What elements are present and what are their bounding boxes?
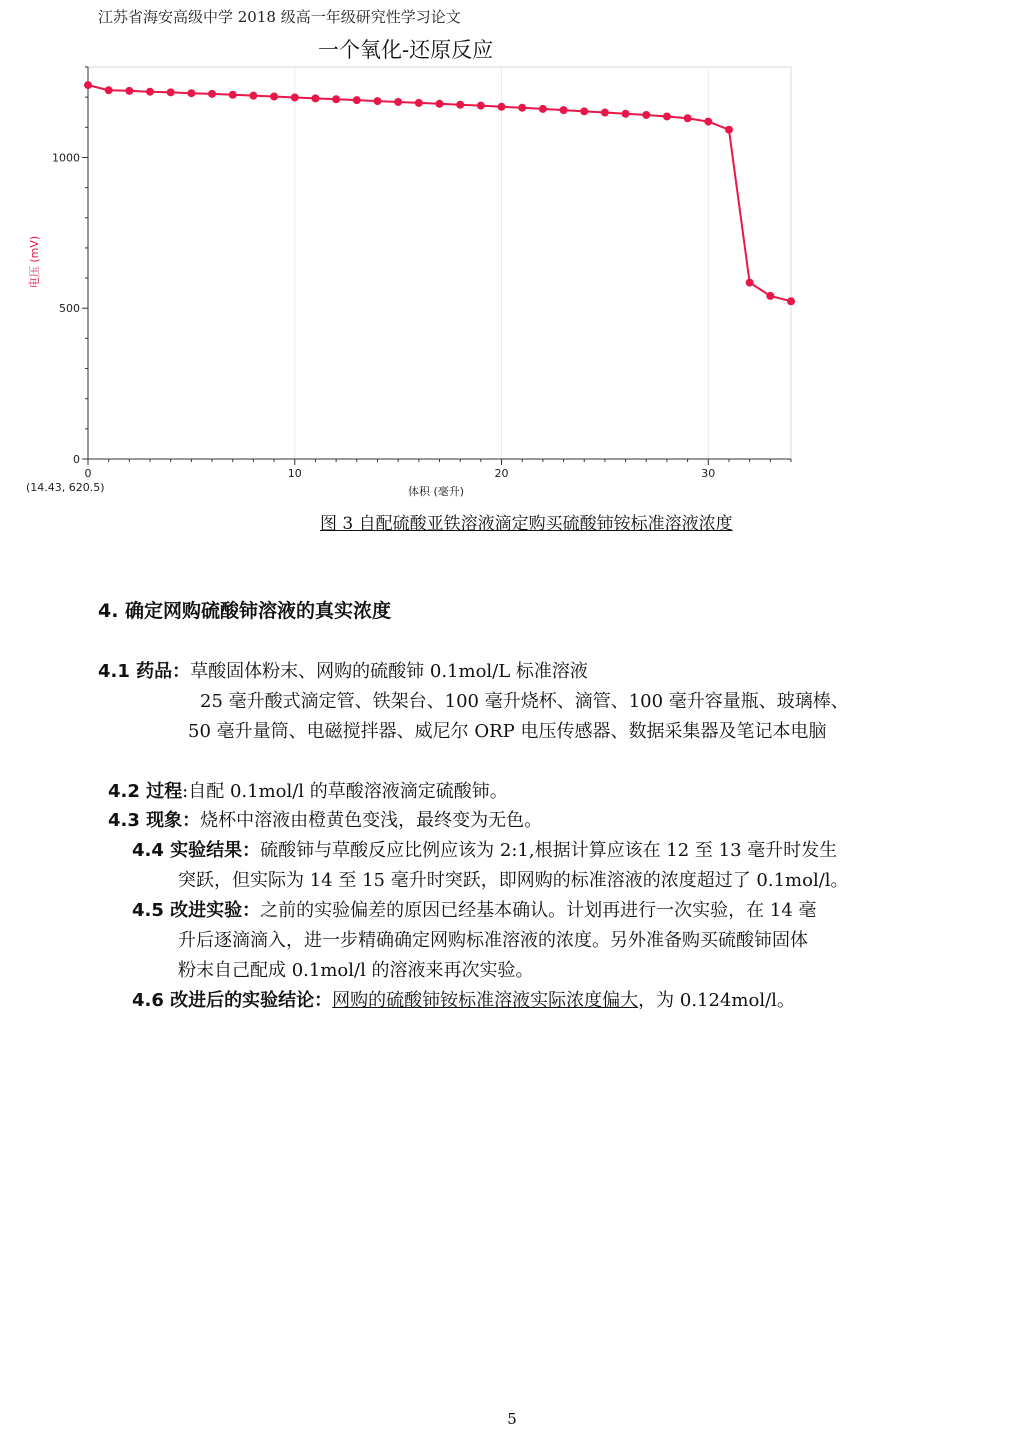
item-4-3-text: 烧杯中溶液由橙黄色变浅，最终变为无色。 xyxy=(200,810,543,831)
data-point xyxy=(187,89,195,97)
y-tick-label-1: 500 xyxy=(59,302,80,316)
data-point xyxy=(125,87,133,95)
item-4-5-line2: 升后逐滴滴入，进一步精确确定网购标准溶液的浓度。另外准备购买硫酸铈固体 xyxy=(178,930,808,951)
item-4-1-text: 草酸固体粉末、网购的硫酸铈 0.1mol/L 标准溶液 xyxy=(190,661,588,682)
data-point xyxy=(601,109,609,117)
data-point xyxy=(746,279,754,287)
item-4-4 xyxy=(132,836,837,862)
data-point xyxy=(518,104,526,112)
chart-title: 一个氧化-还原反应 xyxy=(318,38,494,62)
data-point xyxy=(311,94,319,102)
x-tick-label-3: 30 xyxy=(701,467,716,480)
plot-area-frame xyxy=(88,67,791,459)
data-point xyxy=(167,88,175,96)
data-point xyxy=(498,103,506,111)
x-tick-label-0: 0 xyxy=(84,467,92,480)
item-4-2-label: 4.2 过程 xyxy=(108,781,183,802)
data-point xyxy=(415,99,423,107)
data-point xyxy=(249,92,257,100)
data-point xyxy=(332,95,340,103)
data-point xyxy=(704,118,712,126)
data-point xyxy=(622,110,630,118)
item-4-4-label: 4.4 实验结果： xyxy=(132,840,261,861)
y-tick-label-0: 0 xyxy=(73,453,80,466)
data-point xyxy=(456,101,464,109)
data-point xyxy=(208,90,216,98)
item-4-4-text: 硫酸铈与草酸反应比例应该为 2:1,根据计算应该在 12 至 13 毫升时发生 xyxy=(260,840,838,861)
data-point xyxy=(477,102,485,110)
chart-ticks xyxy=(52,67,791,480)
item-4-4-line2: 突跃，但实际为 14 至 15 毫升时突跃，即网购的标准溶液的浓度超过了 0.1mol/l。 xyxy=(178,870,849,891)
item-4-5 xyxy=(132,896,817,922)
data-point xyxy=(766,292,774,300)
data-point xyxy=(580,107,588,115)
page-number: 5 xyxy=(507,1410,517,1428)
item-4-1-label: 4.1 药品： xyxy=(98,661,191,682)
y-axis-label: 电压 (mV) xyxy=(28,235,41,289)
item-4-6-label: 4.6 改进后的实验结论： xyxy=(132,990,333,1011)
data-point xyxy=(663,112,671,120)
item-4-6-tail: ，为 0.124mol/l。 xyxy=(638,990,795,1011)
data-point xyxy=(436,100,444,108)
item-4-6-conclusion: 网购的硫酸铈铵标准溶液实际浓度偏大 xyxy=(332,990,639,1011)
item-4-2-text: :自配 0.1mol/l 的草酸溶液滴定硫酸铈。 xyxy=(182,781,508,802)
data-point xyxy=(560,106,568,114)
item-4-1 xyxy=(98,657,588,683)
item-4-1-line2: 25 毫升酸式滴定管、铁架台、100 毫升烧杯、滴管、100 毫升容量瓶、玻璃棒、 xyxy=(200,691,849,712)
figure-caption: 图 3 自配硫酸亚铁溶液滴定购买硫酸铈铵标准溶液浓度 xyxy=(320,514,733,534)
data-point xyxy=(291,93,299,101)
chart-grid xyxy=(295,67,709,459)
x-tick-label-1: 10 xyxy=(287,467,302,480)
data-point xyxy=(353,96,361,104)
y-tick-label-2: 1000 xyxy=(52,151,80,165)
x-axis-label: 体积 (毫升) xyxy=(407,485,465,498)
data-point xyxy=(146,88,154,96)
data-point xyxy=(684,114,692,122)
data-point xyxy=(642,111,650,119)
data-point xyxy=(270,93,278,101)
item-4-5-line3: 粉末自己配成 0.1mol/l 的溶液来再次实验。 xyxy=(178,960,534,981)
item-4-1-line3: 50 毫升量筒、电磁搅拌器、威尼尔 ORP 电压传感器、数据采集器及笔记本电脑 xyxy=(188,721,827,742)
section-title: 4. 确定网购硫酸铈溶液的真实浓度 xyxy=(98,600,392,622)
item-4-5-label: 4.5 改进实验： xyxy=(132,900,261,921)
running-header: 江苏省海安高级中学 2018 级高一年级研究性学习论文 xyxy=(98,8,461,26)
item-4-2 xyxy=(108,777,508,803)
item-4-3-label: 4.3 现象： xyxy=(108,810,201,831)
data-point xyxy=(394,98,402,106)
data-point xyxy=(725,126,733,134)
chart-axes xyxy=(88,67,791,459)
data-point xyxy=(229,91,237,99)
data-point xyxy=(84,81,92,89)
data-point xyxy=(539,105,547,113)
item-4-3 xyxy=(108,806,542,832)
item-4-6 xyxy=(132,986,795,1012)
data-point xyxy=(787,297,795,305)
titration-chart xyxy=(0,0,1024,540)
data-point xyxy=(373,97,381,105)
corner-coordinate-label: (14.43, 620.5) xyxy=(26,481,105,494)
data-point xyxy=(105,86,113,94)
item-4-5-text: 之前的实验偏差的原因已经基本确认。计划再进行一次实验，在 14 毫 xyxy=(260,900,817,921)
series-points xyxy=(84,81,795,305)
x-tick-label-2: 20 xyxy=(494,467,509,480)
